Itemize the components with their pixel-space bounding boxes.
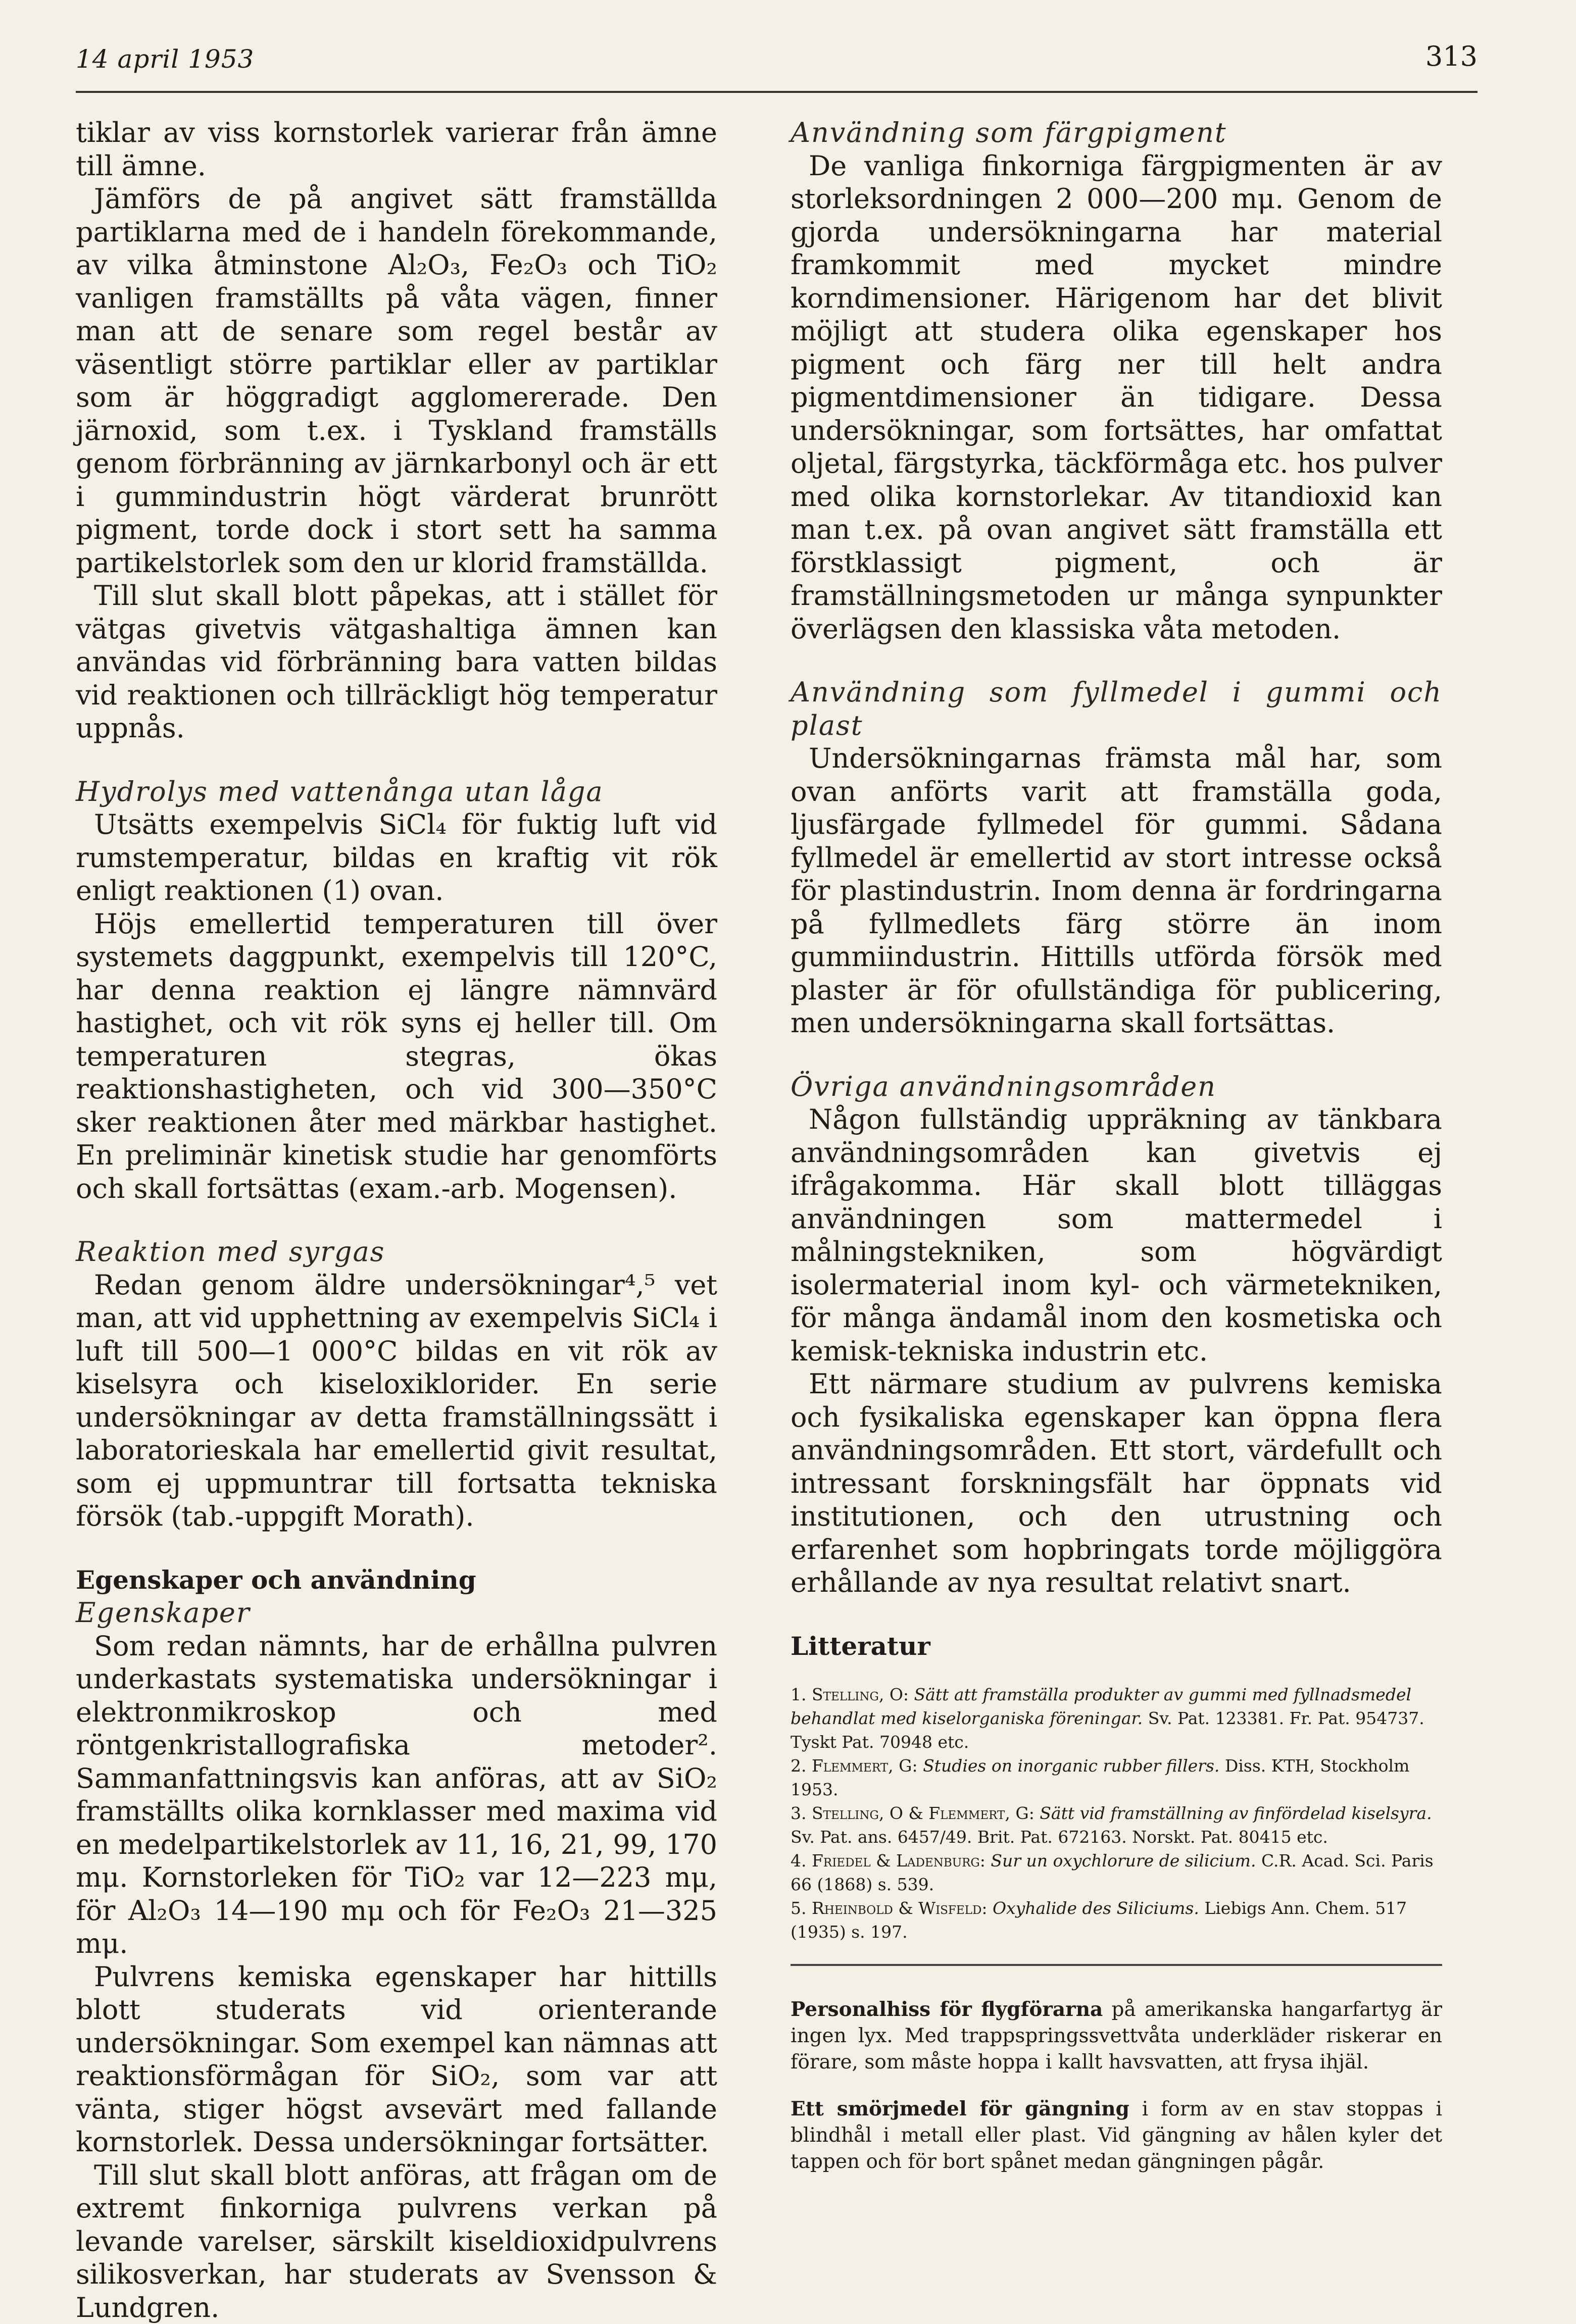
paragraph: Jämförs de på angivet sätt framställda partiklarna med de i handeln förekommande, av vilka åtminstone Al₂O₃, Fe₂O₃ och TiO₂ vanligen framställts på våta vägen, finner man att de senare som regel består av väsentligt större partiklar eller av partiklar som är höggradigt agglomererade. Den järnoxid, som t.ex. i Tyskland framställs genom förbränning av järnkarbonyl och är ett i gummindustrin högt värderat brunrött pigment, torde dock i stort sett ha samma partikelstorlek som den ur klorid framställda.	[76, 182, 717, 579]
divider	[791, 1964, 1442, 1966]
page-number: 313	[1425, 40, 1478, 72]
page-header	[76, 35, 1478, 93]
reference-list	[791, 1683, 1442, 1944]
paragraph: Till slut skall blott anföras, att frågan om de extremt finkorniga pulvrens verkan på levande varelser, särskilt kiseldioxidpulvrens silikosverkan, har studerats av Svensson & Lundgren.	[76, 2159, 717, 2324]
left-column	[76, 116, 717, 2324]
paragraph: Undersökningarnas främsta mål har, som ovan anförts varit att framställa goda, ljusfärgade fyllmedel för gummi. Sådana fyllmedel är emellertid av stort intresse också för plastindustrin. Inom denna är fordringarna på fyllmedlets färg större än inom gummiindustrin. Hittills utförda försök med plaster är för ofullständiga för publicering, men undersökningarna skall fortsättas.	[791, 742, 1442, 1040]
section-heading-egenskaper-anvandning: Egenskaper och användning	[76, 1563, 717, 1597]
section-heading-fyllmedel: Användning som fyllmedel i gummi och plast	[791, 676, 1442, 742]
literature-heading: Litteratur	[791, 1630, 1442, 1663]
news-note: Personalhiss för flygförarna på amerikanska hangarfartyg är ingen lyx. Med trappspringssvettvåta underkläder riskerar en förare, som måste hoppa i kallt havsvatten, att frysa ihjäl.	[791, 1996, 1442, 2076]
paragraph: Någon fullständig uppräkning av tänkbara användningsområden kan givetvis ej ifrågakomma. Här skall blott tilläggas användningen som mattermedel i målningstekniken, som högvärdigt isolermaterial inom kyl- och värmetekniken, för många ändamål inom den kosmetiska och kemisk-tekniska industrin etc.	[791, 1103, 1442, 1368]
paragraph: Höjs emellertid temperaturen till över systemets daggpunkt, exempelvis till 120°C, har denna reaktion ej längre nämnvärd hastighet, och vit rök syns ej heller till. Om temperaturen stegras, ökas reaktionshastigheten, och vid 300—350°C sker reaktionen åter med märkbar hastighet. En preliminär kinetisk studie har genomförts och skall fortsättas (exam.-arb. Mogensen).	[76, 907, 717, 1205]
paragraph: Som redan nämnts, har de erhållna pulvren underkastats systematiska undersökningar i elektronmikroskop och med röntgenkristallografiska metoder². Sammanfattningsvis kan anföras, att av SiO₂ framställts olika kornklasser med maxima vid en medelpartikelstorlek av 11, 16, 21, 99, 170 mμ. Kornstorleken för TiO₂ var 12—223 mμ, för Al₂O₃ 14—190 mμ och för Fe₂O₃ 21—325 mμ.	[76, 1630, 717, 1960]
section-heading-hydrolys: Hydrolys med vattenånga utan låga	[76, 775, 717, 809]
paragraph: De vanliga finkorniga färgpigmenten är av storleksordningen 2 000—200 mμ. Genom de gjorda undersökningarna har material framkommit med mycket mindre korndimensioner. Härigenom har det blivit möjligt att studera olika egenskaper hos pigment och färg ner till helt andra pigmentdimensioner än tidigare. Dessa undersökningar, som fortsättes, har omfattat oljetal, färgstyrka, täckförmåga etc. hos pulver med olika kornstorlekar. Av titandioxid kan man t.ex. på ovan angivet sätt framställa ett förstklassigt pigment, och är framställningsmetoden ur många synpunkter överlägsen den klassiska våta metoden.	[791, 149, 1442, 646]
reference-item: 4. Friedel & Ladenburg: Sur un oxychlorure de silicium. C.R. Acad. Sci. Paris 66 (1868) s. 539.	[791, 1849, 1442, 1896]
reference-item: 3. Stelling, O & Flemmert, G: Sätt vid framställning av finfördelad kiselsyra. Sv. Pat. ans. 6457/49. Brit. Pat. 672163. Norskt. Pat. 80415 etc.	[791, 1801, 1442, 1849]
paragraph: Pulvrens kemiska egenskaper har hittills blott studerats vid orienterande undersökningar. Som exempel kan nämnas att reaktionsförmågan för SiO₂, som var att vänta, stiger högst avsevärt med fallande kornstorlek. Dessa undersökningar fortsätter.	[76, 1960, 717, 2159]
paragraph: tiklar av viss kornstorlek varierar från ämne till ämne.	[76, 116, 717, 182]
news-notes	[791, 1996, 1442, 2175]
paragraph: Utsätts exempelvis SiCl₄ för fuktig luft vid rumstemperatur, bildas en kraftig vit rök enligt reaktionen (1) ovan.	[76, 808, 717, 907]
paragraph: Till slut skall blott påpekas, att i stället för vätgas givetvis vätgashaltiga ämnen kan användas vid förbränning bara vatten bildas vid reaktionen och tillräckligt hög temperatur uppnås.	[76, 579, 717, 745]
reference-item: 2. Flemmert, G: Studies on inorganic rubber fillers. Diss. KTH, Stockholm 1953.	[791, 1754, 1442, 1801]
right-column	[791, 116, 1442, 2175]
section-heading-ovriga: Övriga användningsområden	[791, 1070, 1442, 1103]
paragraph: Ett närmare studium av pulvrens kemiska och fysikaliska egenskaper kan öppna flera användningsområden. Ett stort, värdefullt och intressant forskningsfält har öppnats vid institutionen, och den utrustning och erfarenhet som hopbringats torde möjliggöra erhållande av nya resultat relativt snart.	[791, 1368, 1442, 1599]
news-note: Ett smörjmedel för gängning i form av en stav stoppas i blindhål i metall eller plast. Vid gängning av hålen kyler det tappen och för bort spånet medan gängningen pågår.	[791, 2096, 1442, 2175]
section-heading-reaktion: Reaktion med syrgas	[76, 1235, 717, 1269]
reference-item: 5. Rheinbold & Wisfeld: Oxyhalide des Siliciums. Liebigs Ann. Chem. 517 (1935) s. 197.	[791, 1896, 1442, 1944]
paragraph: Redan genom äldre undersökningar⁴,⁵ vet man, att vid upphettning av exempelvis SiCl₄ i luft till 500—1 000°C bildas en vit rök av kiselsyra och kiseloxiklorider. En serie undersökningar av detta framställningssätt i laboratorieskala har emellertid givit resultat, som ej uppmuntrar till fortsatta tekniska försök (tab.-uppgift Morath).	[76, 1269, 717, 1533]
issue-date: 14 april 1953	[76, 44, 254, 74]
reference-item: 1. Stelling, O: Sätt att framställa produkter av gummi med fyllnadsmedel behandlat med kiselorganiska föreningar. Sv. Pat. 123381. Fr. Pat. 954737. Tyskt Pat. 70948 etc.	[791, 1683, 1442, 1754]
subsection-heading-egenskaper: Egenskaper	[76, 1596, 717, 1630]
section-heading-fargpigment: Användning som färgpigment	[791, 116, 1442, 149]
